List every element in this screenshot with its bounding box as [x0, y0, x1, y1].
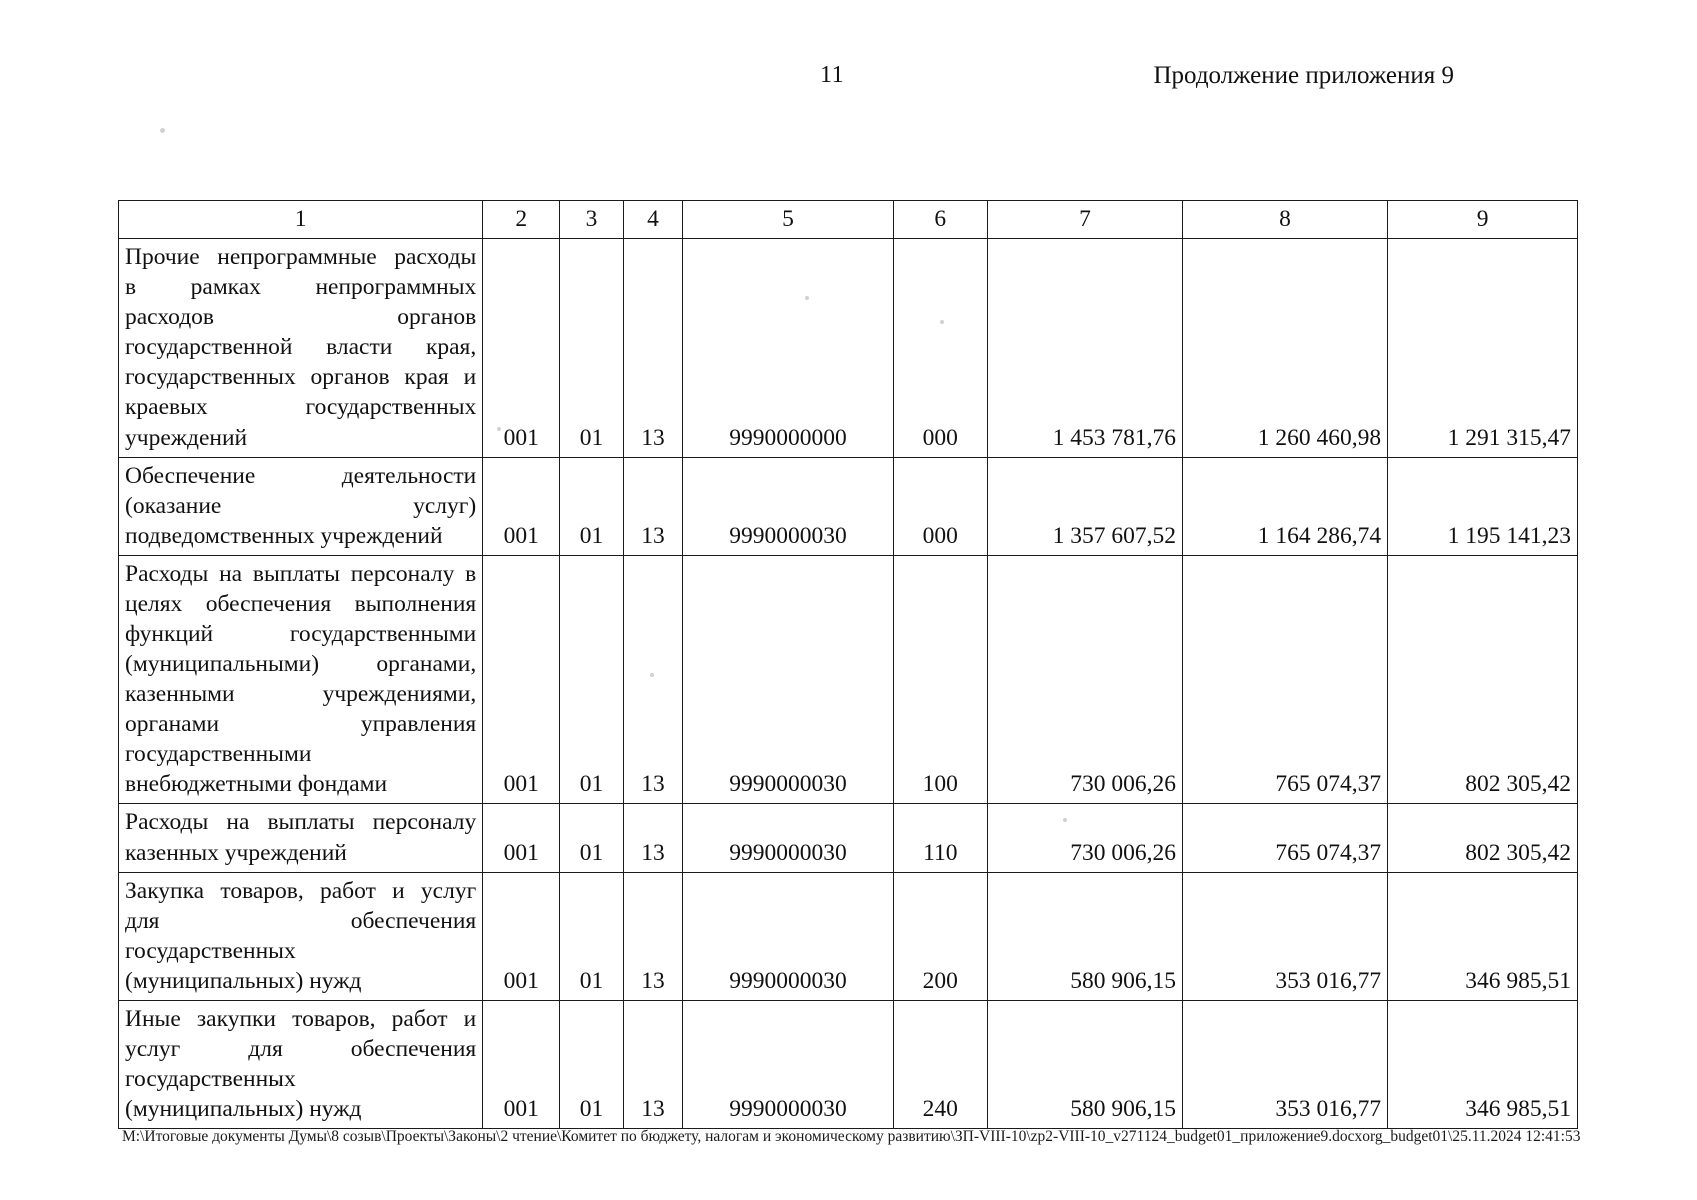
table-row: [119, 239, 1578, 458]
row-section-cell: 01: [560, 872, 624, 1000]
row-name-line: (муниципальных) нужд: [125, 1096, 362, 1123]
row-chapter-cell: 001: [483, 555, 560, 804]
row-name-line: в рамках непрограммных: [125, 274, 477, 301]
row-amount-year1-cell: 1 357 607,52: [988, 457, 1183, 555]
row-expense-type-cell: 000: [893, 239, 987, 458]
row-section-cell: 01: [560, 457, 624, 555]
row-chapter-cell: 001: [483, 872, 560, 1000]
row-name-line: учреждений: [125, 424, 248, 451]
footer-file-path: М:\Итоговые документы Думы\8 созыв\Проекты\Законы\2 чтение\Комитет по бюджету, налогам и экономическому развитию\ЗП-VIII-10\zp2-VIII-10_v271124_budget01_приложение9.docxorg_budget01\25.11.2024 12:41:53: [122, 1128, 1581, 1145]
row-name-cell: [119, 1000, 483, 1128]
row-name-line: Расходы на выплаты персоналу: [125, 809, 477, 836]
row-amount-year1-cell: 580 906,15: [988, 1000, 1183, 1128]
row-target-code-cell: 9990000000: [683, 239, 893, 458]
row-amount-year1-cell: 1 453 781,76: [988, 239, 1183, 458]
row-name-line: функций государственными: [125, 621, 477, 648]
row-target-code-cell: 9990000030: [683, 1000, 893, 1128]
row-amount-year1-cell: 580 906,15: [988, 872, 1183, 1000]
row-name-line: государственных органов края и: [125, 364, 477, 391]
table-column-number-row: [119, 201, 1578, 239]
table-row: [119, 804, 1578, 872]
row-name-line: государственных: [125, 1066, 296, 1093]
column-number-cell: 7: [988, 201, 1183, 239]
column-number-cell: 1: [119, 201, 483, 239]
row-expense-type-cell: 200: [893, 872, 987, 1000]
row-name-line: подведомственных учреждений: [125, 522, 443, 549]
row-amount-year2-cell: 1 164 286,74: [1182, 457, 1387, 555]
row-amount-year2-cell: 353 016,77: [1182, 1000, 1387, 1128]
row-target-code-cell: 9990000030: [683, 457, 893, 555]
row-name-line: Закупка товаров, работ и услуг: [125, 877, 477, 904]
row-subsection-cell: 13: [623, 804, 683, 872]
row-section-cell: 01: [560, 555, 624, 804]
row-name-line: Прочие непрограммные расходы: [125, 244, 477, 271]
row-target-code-cell: 9990000030: [683, 555, 893, 804]
row-chapter-cell: 001: [483, 457, 560, 555]
row-amount-year3-cell: 1 195 141,23: [1388, 457, 1578, 555]
table-row: [119, 555, 1578, 804]
column-number-cell: 6: [893, 201, 987, 239]
table-row: [119, 457, 1578, 555]
budget-table: [118, 200, 1578, 1129]
column-number-cell: 8: [1182, 201, 1387, 239]
row-subsection-cell: 13: [623, 872, 683, 1000]
row-amount-year2-cell: 1 260 460,98: [1182, 239, 1387, 458]
row-section-cell: 01: [560, 239, 624, 458]
row-amount-year1-cell: 730 006,26: [988, 804, 1183, 872]
scan-speck: [160, 128, 165, 133]
table-row: [119, 1000, 1578, 1128]
row-amount-year3-cell: 346 985,51: [1388, 1000, 1578, 1128]
row-name-cell: [119, 804, 483, 872]
row-name-line: услуг для обеспечения: [125, 1036, 477, 1063]
row-name-line: государственной власти края,: [125, 334, 477, 361]
row-name-line: Иные закупки товаров, работ и: [125, 1005, 477, 1032]
row-chapter-cell: 001: [483, 1000, 560, 1128]
row-name-line: внебюджетными фондами: [125, 771, 388, 798]
column-number-cell: 5: [683, 201, 893, 239]
row-amount-year3-cell: 802 305,42: [1388, 804, 1578, 872]
row-amount-year2-cell: 765 074,37: [1182, 555, 1387, 804]
column-number-cell: 4: [623, 201, 683, 239]
row-expense-type-cell: 110: [893, 804, 987, 872]
row-subsection-cell: 13: [623, 555, 683, 804]
row-name-line: для обеспечения: [125, 907, 477, 934]
row-name-line: Расходы на выплаты персоналу в: [125, 560, 477, 587]
row-subsection-cell: 13: [623, 239, 683, 458]
row-name-line: (муниципальных) нужд: [125, 967, 362, 994]
row-name-line: (муниципальными) органами,: [125, 651, 477, 678]
row-expense-type-cell: 100: [893, 555, 987, 804]
row-amount-year2-cell: 765 074,37: [1182, 804, 1387, 872]
row-name-line: (оказание услуг): [125, 492, 477, 519]
row-chapter-cell: 001: [483, 804, 560, 872]
row-expense-type-cell: 240: [893, 1000, 987, 1128]
row-name-cell: [119, 872, 483, 1000]
row-name-line: государственными: [125, 741, 312, 768]
row-name-cell: [119, 457, 483, 555]
row-name-line: краевых государственных: [125, 394, 477, 421]
column-number-cell: 9: [1388, 201, 1578, 239]
row-name-line: целях обеспечения выполнения: [125, 590, 477, 617]
row-section-cell: 01: [560, 1000, 624, 1128]
column-number-cell: 3: [560, 201, 624, 239]
row-amount-year3-cell: 346 985,51: [1388, 872, 1578, 1000]
page-number: 11: [820, 62, 845, 88]
column-number-cell: 2: [483, 201, 560, 239]
row-subsection-cell: 13: [623, 457, 683, 555]
row-name-line: государственных: [125, 937, 296, 964]
table-row: [119, 872, 1578, 1000]
row-name-cell: [119, 239, 483, 458]
row-name-line: расходов органов: [125, 304, 477, 331]
row-amount-year3-cell: 802 305,42: [1388, 555, 1578, 804]
row-name-line: казенными учреждениями,: [125, 681, 477, 708]
row-amount-year3-cell: 1 291 315,47: [1388, 239, 1578, 458]
row-chapter-cell: 001: [483, 239, 560, 458]
row-name-line: органами управления: [125, 711, 477, 738]
row-amount-year1-cell: 730 006,26: [988, 555, 1183, 804]
row-target-code-cell: 9990000030: [683, 804, 893, 872]
row-amount-year2-cell: 353 016,77: [1182, 872, 1387, 1000]
appendix-continuation-label: Продолжение приложения 9: [1153, 62, 1454, 89]
row-target-code-cell: 9990000030: [683, 872, 893, 1000]
row-name-cell: [119, 555, 483, 804]
row-expense-type-cell: 000: [893, 457, 987, 555]
row-name-line: Обеспечение деятельности: [125, 462, 477, 489]
page-header: [0, 62, 1697, 102]
row-section-cell: 01: [560, 804, 624, 872]
row-subsection-cell: 13: [623, 1000, 683, 1128]
row-name-line: казенных учреждений: [125, 839, 347, 866]
